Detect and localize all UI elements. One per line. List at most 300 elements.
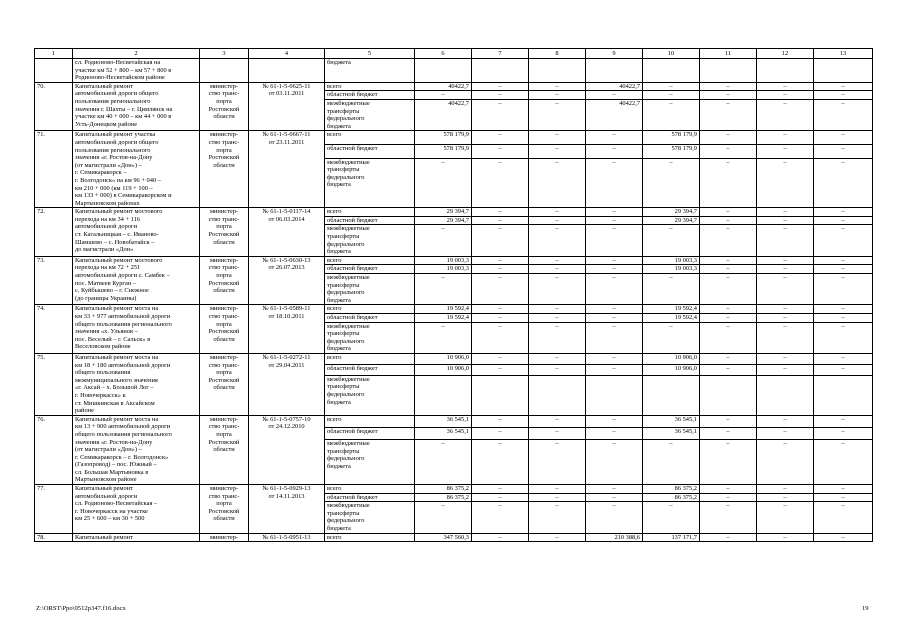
record-number: 74. <box>35 305 73 354</box>
funding-source <box>325 415 415 427</box>
value-cell-col-7: – <box>472 99 529 130</box>
value-cell-col-6: 36 545,1 <box>415 415 472 427</box>
value-cell-col-13: – <box>814 322 873 353</box>
value-cell-col-13: – <box>814 82 873 91</box>
text-line: г. Семикаракорск – г. Волгодонск» <box>75 453 169 461</box>
text-line: «г. Аксай – х. Большой Лог – <box>75 384 154 392</box>
text-line: ство транс- <box>208 361 240 369</box>
value-cell-col-10: – <box>643 440 700 485</box>
funding-source <box>325 533 415 542</box>
value-cell-col-7 <box>472 375 529 415</box>
text-line: бюджета <box>327 248 351 256</box>
funding-source <box>325 99 415 130</box>
value-cell-col-8: – <box>529 91 586 100</box>
value-cell-col-12: – <box>757 225 814 256</box>
text-line: ство транс- <box>208 138 240 146</box>
text-line: министер- <box>209 256 239 264</box>
text-line: трансферты <box>327 330 360 338</box>
value-cell-col-10: – <box>643 82 700 91</box>
text-line: ст. Мишкинская в Аксайском <box>75 399 155 407</box>
value-cell-col-12: – <box>757 131 814 145</box>
value-cell-col-10: 86 375,2 <box>643 485 700 494</box>
record-organization <box>200 353 249 415</box>
text-line: пос. Веселый – г. Сальск» в <box>75 335 151 343</box>
table-row <box>35 131 873 145</box>
text-line: Родионово-Несветайском районе <box>75 74 165 82</box>
funding-source <box>325 485 415 494</box>
value-cell-col-12: – <box>757 415 814 427</box>
record-document <box>249 305 325 354</box>
value-cell-col-9: – <box>586 485 643 494</box>
funding-source <box>325 158 415 208</box>
funding-source <box>325 440 415 485</box>
text-line: с. Куйбышево – г. Снежное <box>75 287 149 295</box>
value-cell-col-6: – <box>415 91 472 100</box>
text-line: Ростовской <box>208 376 240 384</box>
column-number-row <box>35 49 873 59</box>
value-cell-col-13: – <box>814 265 873 274</box>
table-row <box>35 533 873 542</box>
value-cell-col-7: – <box>472 256 529 265</box>
value-cell-col-12: – <box>757 493 814 502</box>
value-cell-col-12: – <box>757 265 814 274</box>
record-organization <box>200 82 249 131</box>
text-line: перехода на км 34 + 116 <box>75 215 140 223</box>
text-line: области <box>213 335 235 343</box>
text-line: ство транс- <box>208 492 240 500</box>
value-cell-col-8: – <box>529 502 586 533</box>
value-cell-col-13: – <box>814 353 873 364</box>
value-cell-col-13: – <box>814 158 873 208</box>
text-line: бюджета <box>327 181 351 189</box>
record-description <box>73 353 200 415</box>
value-cell-col-8: – <box>529 485 586 494</box>
value-cell-col-11: – <box>700 265 757 274</box>
text-line: межбюджетные <box>327 274 370 282</box>
value-cell-col-9: – <box>586 91 643 100</box>
value-cell-col-13: – <box>814 502 873 533</box>
text-line: министер- <box>209 305 239 313</box>
text-line: министер- <box>209 208 239 216</box>
record-document <box>249 415 325 484</box>
column-number-5: 5 <box>325 49 415 59</box>
value-cell-col-10: 86 375,2 <box>643 493 700 502</box>
text-line: всего <box>327 485 342 493</box>
value-cell-col-8: – <box>529 305 586 314</box>
text-line: ст. Кагальницкая – с. Иваново- <box>75 231 159 239</box>
funding-source <box>325 131 415 145</box>
text-line: межмуниципального значения <box>75 376 158 384</box>
text-line: районе <box>75 407 94 415</box>
value-cell-col-9: – <box>586 131 643 145</box>
record-description <box>73 415 200 484</box>
value-cell-col-13: – <box>814 485 873 494</box>
value-cell-col-6: – <box>415 158 472 208</box>
text-line: № 61-1-5-0625-11 <box>262 82 311 90</box>
value-cell-col-10: 36 545,1 <box>643 415 700 427</box>
value-cell-col-7: – <box>472 364 529 375</box>
value-cell-col-8: – <box>529 225 586 256</box>
text-line: пос. Матвеев Курган – <box>75 279 137 287</box>
text-line: министер- <box>209 82 239 90</box>
value-cell-col-6: – <box>415 440 472 485</box>
text-line: межбюджетные <box>327 322 370 330</box>
value-cell-col-7: – <box>472 208 529 217</box>
value-cell-col-7: – <box>472 440 529 485</box>
value-cell-col-9: – <box>586 314 643 323</box>
value-cell-col-13: – <box>814 216 873 225</box>
value-cell-col-6 <box>415 375 472 415</box>
funding-source <box>325 427 415 439</box>
text-line: всего <box>327 353 342 361</box>
table-row <box>35 82 873 91</box>
value-cell-col-6: – <box>415 502 472 533</box>
record-document <box>249 82 325 131</box>
text-line: (от магистрали «Дон») – <box>75 446 142 454</box>
text-line: км 13 + 900 автомобильной дороги <box>75 423 171 431</box>
value-cell-col-12: – <box>757 485 814 494</box>
text-line: трансферты <box>327 107 360 115</box>
value-cell-col-6: 86 375,2 <box>415 485 472 494</box>
value-cell-col-9: 40422,7 <box>586 82 643 91</box>
text-line: области <box>213 113 235 121</box>
value-cell-col-6: 19 003,3 <box>415 265 472 274</box>
value-cell-col-9: – <box>586 158 643 208</box>
table-row <box>35 353 873 364</box>
value-cell-col-10 <box>643 375 700 415</box>
record-description <box>73 533 200 542</box>
value-cell-col-7: – <box>472 91 529 100</box>
text-line: федерального <box>327 240 365 248</box>
text-line: (Газопровод) – пос. Южный – <box>75 461 157 469</box>
value-cell-col-9: 40422,7 <box>586 99 643 130</box>
value-cell-col-12: – <box>757 364 814 375</box>
record-organization <box>200 256 249 305</box>
text-line: межбюджетные <box>327 502 370 510</box>
text-line: межбюджетные <box>327 375 370 383</box>
text-line: № 61-1-5-0117-14 <box>262 208 311 216</box>
investment-table <box>34 48 873 542</box>
value-cell-col-13: – <box>814 99 873 130</box>
funding-source <box>325 314 415 323</box>
continuation-source: бюджета <box>325 59 415 83</box>
text-line: министер- <box>209 353 239 361</box>
text-line: № 61-1-5-0757-10 <box>262 415 311 423</box>
text-line: Веселовском районе <box>75 343 131 351</box>
value-cell-col-6: 36 545,1 <box>415 427 472 439</box>
value-cell-col-9: – <box>586 502 643 533</box>
funding-source <box>325 208 415 217</box>
table-row <box>35 208 873 217</box>
record-organization <box>200 533 249 542</box>
text-line: областной бюджет <box>327 91 378 99</box>
value-cell-col-6: 86 375,2 <box>415 493 472 502</box>
value-cell-col-11: – <box>700 99 757 130</box>
value-cell-col-9: – <box>586 415 643 427</box>
text-line: областной бюджет <box>327 364 378 372</box>
text-line: Мартыновском районах <box>75 199 140 207</box>
record-document <box>249 485 325 534</box>
text-line: министер- <box>209 131 239 139</box>
value-cell-col-7: – <box>472 485 529 494</box>
record-number: 73. <box>35 256 73 305</box>
text-line: Ростовской <box>208 231 240 239</box>
text-line: автомобильной дороги <box>75 223 138 231</box>
value-cell-col-8: – <box>529 131 586 145</box>
value-cell-col-12: – <box>757 208 814 217</box>
value-cell-col-7: – <box>472 415 529 427</box>
text-line: всего <box>327 131 342 139</box>
value-cell-col-12: – <box>757 440 814 485</box>
text-line: г. Волгодонск» на км 96 + 040 – <box>75 176 161 184</box>
text-line: ство транс- <box>208 264 240 272</box>
text-line: порта <box>216 320 232 328</box>
text-line: бюджета <box>327 122 351 130</box>
value-cell-col-8: – <box>529 415 586 427</box>
value-cell-col-6: 10 906,0 <box>415 353 472 364</box>
value-cell-col-7: – <box>472 314 529 323</box>
value-cell-col-13: – <box>814 225 873 256</box>
value-cell-col-12: – <box>757 256 814 265</box>
value-cell-col-10: – <box>643 322 700 353</box>
record-number: 70. <box>35 82 73 131</box>
text-line: от 23.11.2011 <box>268 138 305 146</box>
value-cell-col-12: – <box>757 314 814 323</box>
value-cell-col-13: – <box>814 427 873 439</box>
value-cell-col-10: – <box>643 158 700 208</box>
text-line: всего <box>327 256 342 264</box>
text-line: от 24.12.2010 <box>268 423 305 431</box>
text-line: от 18.10.2011 <box>268 313 305 320</box>
funding-source <box>325 353 415 364</box>
text-line: до магистрали «Дон» <box>75 246 134 254</box>
column-number-8: 8 <box>529 49 586 59</box>
text-line: сл. Родионово-Несветайская – <box>75 500 158 508</box>
text-line: перехода на км 72 + 251 <box>75 264 141 272</box>
value-cell-col-7: – <box>472 502 529 533</box>
table-body <box>35 49 873 542</box>
text-line: порта <box>216 97 232 105</box>
text-line: трансферты <box>327 166 360 174</box>
value-cell-col-13 <box>814 375 873 415</box>
value-cell-col-8: – <box>529 82 586 91</box>
value-cell-col-8: – <box>529 533 586 542</box>
text-line: бюджета <box>327 345 351 353</box>
value-cell-col-13: – <box>814 131 873 145</box>
text-line: Ростовской <box>208 105 240 113</box>
text-line: г. Семикаракорск – <box>75 169 127 177</box>
funding-source <box>325 216 415 225</box>
record-number: 71. <box>35 131 73 208</box>
value-cell-col-12: – <box>757 427 814 439</box>
value-cell-col-11: – <box>700 131 757 145</box>
value-cell-col-8: – <box>529 158 586 208</box>
value-cell-col-8: – <box>529 265 586 274</box>
value-cell-col-13: – <box>814 364 873 375</box>
text-line: Капитальный ремонт участка <box>75 131 156 139</box>
value-cell-col-10: 36 545,1 <box>643 427 700 439</box>
text-line: всего <box>327 82 342 90</box>
value-cell-col-9: – <box>586 216 643 225</box>
text-line: (до границы Украины) <box>75 294 137 302</box>
value-cell-col-13: – <box>814 493 873 502</box>
text-line: федерального <box>327 289 365 297</box>
value-cell-col-8: – <box>529 256 586 265</box>
value-cell-col-7: – <box>472 131 529 145</box>
text-line: федерального <box>327 337 365 345</box>
text-line: от 03.11.2011 <box>268 90 305 98</box>
text-line: Капитальный ремонт <box>75 82 133 90</box>
record-number: 75. <box>35 353 73 415</box>
text-line: Ростовской <box>208 507 240 515</box>
value-cell-col-12: – <box>757 82 814 91</box>
value-cell-col-11: – <box>700 225 757 256</box>
value-cell-col-9: – <box>586 144 643 158</box>
text-line: порта <box>216 500 232 508</box>
record-document <box>249 208 325 257</box>
text-line: федерального <box>327 391 365 398</box>
value-cell-col-8: – <box>529 427 586 439</box>
text-line: значения «г. Ростов-на-Дону <box>75 438 153 446</box>
record-number: 78. <box>35 533 73 542</box>
value-cell-col-9: – <box>586 364 643 375</box>
value-cell-col-9 <box>586 375 643 415</box>
funding-source <box>325 375 415 415</box>
text-line: Капитальный ремонт моста на <box>75 305 159 313</box>
value-cell-col-11: – <box>700 502 757 533</box>
text-line: (от магистрали «Дон») – <box>75 161 142 169</box>
value-cell-col-11: – <box>700 82 757 91</box>
value-cell-col-13: – <box>814 256 873 265</box>
text-line: областной бюджет <box>327 427 378 435</box>
text-line: трансферты <box>327 383 360 391</box>
value-cell-col-8: – <box>529 144 586 158</box>
text-line: Шамшево – с. Новобатайск – <box>75 238 155 246</box>
text-line: федерального <box>327 455 365 463</box>
footer-file-path: Z:\ORST\Ppo\0512p347.f16.docx <box>36 605 126 612</box>
value-cell-col-12: – <box>757 353 814 364</box>
text-line: трансферты <box>327 509 360 517</box>
value-cell-col-6: 40422,7 <box>415 99 472 130</box>
value-cell-col-11: – <box>700 493 757 502</box>
value-cell-col-9: – <box>586 265 643 274</box>
text-line: сл. Большая Мартыновка в <box>75 468 149 476</box>
value-cell-col-6: 29 394,7 <box>415 216 472 225</box>
record-organization <box>200 131 249 208</box>
text-line: порта <box>216 272 232 280</box>
value-cell-col-7: – <box>472 265 529 274</box>
table-row <box>35 305 873 314</box>
value-cell-col-12: – <box>757 305 814 314</box>
text-line: межбюджетные <box>327 440 370 448</box>
value-cell-col-7: – <box>472 493 529 502</box>
value-cell-col-11: – <box>700 274 757 305</box>
value-cell-col-9: – <box>586 305 643 314</box>
value-cell-col-11: – <box>700 216 757 225</box>
text-line: автомобильной дороги с. Самбек – <box>75 272 170 280</box>
text-line: порта <box>216 223 232 231</box>
value-cell-col-13: – <box>814 274 873 305</box>
value-cell-col-12: – <box>757 502 814 533</box>
value-cell-col-11: – <box>700 353 757 364</box>
text-line: порта <box>216 430 232 438</box>
value-cell-col-7: – <box>472 353 529 364</box>
value-cell-col-7: – <box>472 322 529 353</box>
record-number: 76. <box>35 415 73 484</box>
text-line: пользования регионального <box>75 146 151 154</box>
value-cell-col-11: – <box>700 305 757 314</box>
value-cell-col-11: – <box>700 533 757 542</box>
text-line: от 14.11.2013 <box>268 492 305 500</box>
value-cell-col-7: – <box>472 427 529 439</box>
value-cell-col-11: – <box>700 322 757 353</box>
value-cell-col-9: – <box>586 225 643 256</box>
value-cell-col-12: – <box>757 533 814 542</box>
record-document <box>249 131 325 208</box>
value-cell-col-11 <box>700 375 757 415</box>
value-cell-col-10: – <box>643 99 700 130</box>
text-line: областной бюджет <box>327 265 378 273</box>
text-line: № 61-1-5-0630-13 <box>262 256 311 264</box>
text-line: федерального <box>327 115 365 123</box>
value-cell-col-10: – <box>643 274 700 305</box>
text-line: области <box>213 161 235 169</box>
record-document <box>249 353 325 415</box>
value-cell-col-12: – <box>757 144 814 158</box>
text-line: участке км 40 + 000 – км 44 + 000 в <box>75 113 172 121</box>
value-cell-col-10: – <box>643 502 700 533</box>
value-cell-col-13: – <box>814 415 873 427</box>
text-line: области <box>213 384 235 392</box>
text-line: км 133 + 000) в Семикаракорском и <box>75 192 172 200</box>
value-cell-col-8: – <box>529 314 586 323</box>
value-cell-col-11: – <box>700 485 757 494</box>
value-cell-col-13: – <box>814 91 873 100</box>
text-line: всего <box>327 305 342 313</box>
value-cell-col-6: 578 179,9 <box>415 144 472 158</box>
text-line: ство транс- <box>208 313 240 320</box>
text-line: № 61-1-5-0667-11 <box>262 131 311 139</box>
value-cell-col-13: – <box>814 440 873 485</box>
funding-source <box>325 256 415 265</box>
text-line: ство транс- <box>208 423 240 431</box>
text-line: министер- <box>209 415 239 423</box>
value-cell-col-8: – <box>529 322 586 353</box>
funding-source <box>325 144 415 158</box>
record-organization <box>200 485 249 534</box>
value-cell-col-13: – <box>814 305 873 314</box>
value-cell-col-10: 19 003,3 <box>643 256 700 265</box>
value-cell-col-7: – <box>472 82 529 91</box>
value-cell-col-11: – <box>700 208 757 217</box>
value-cell-col-6: 19 592,4 <box>415 314 472 323</box>
value-cell-col-10: 19 592,4 <box>643 314 700 323</box>
text-line: участке км 52 + 800 – км 57 + 800 в <box>75 66 172 74</box>
record-description <box>73 208 200 257</box>
column-number-9: 9 <box>586 49 643 59</box>
text-line: общего пользования регионального <box>75 430 172 438</box>
text-line: областной бюджет <box>327 493 378 501</box>
text-line: от 29.04.2011 <box>268 361 305 369</box>
text-line: межбюджетные <box>327 158 370 166</box>
value-cell-col-6: – <box>415 274 472 305</box>
text-line: от 26.07.2013 <box>268 264 305 272</box>
value-cell-col-6: 347 560,3 <box>415 533 472 542</box>
record-description <box>73 305 200 354</box>
value-cell-col-11: – <box>700 364 757 375</box>
record-document <box>249 256 325 305</box>
text-line: общего пользования регионального <box>75 320 172 328</box>
